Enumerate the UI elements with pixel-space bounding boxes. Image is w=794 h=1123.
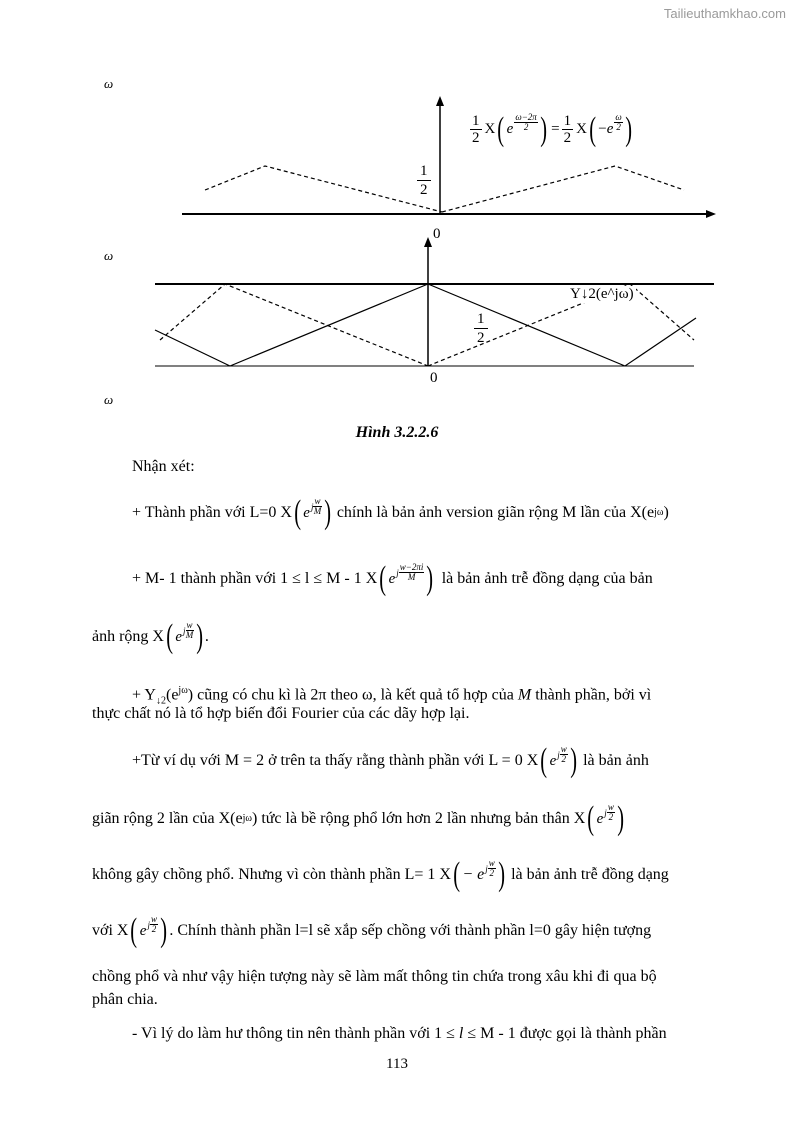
- paragraph-8: với X ( e j w 2 ) . Chính thành phần l=l sẽ xắp sếp chồng với thành phần l=0 gây hiện tượng: [92, 912, 652, 949]
- remark-heading: Nhận xét:: [132, 458, 195, 475]
- top-half-label: 1 2: [417, 162, 431, 199]
- top-formula-X: X: [484, 121, 496, 137]
- paragraph-4-line-1: + $Y_{↓2}(e^{j\omega})$ cũng có chu kì là 2π theo ω, là kết quả tổ hợp của M thành phần, bởi vì: [132, 685, 652, 707]
- y-downsampled-label: Y↓2(e^jω): [570, 286, 634, 302]
- omega-label-bottom: ω: [104, 392, 114, 407]
- omega-label-mid: ω: [104, 248, 114, 263]
- figure-caption: Hình 3.2.2.6: [355, 424, 439, 441]
- solid-triangle-right: [428, 284, 696, 366]
- top-formula-rhs-den: 2: [563, 130, 572, 146]
- top-y-arrow: [436, 96, 444, 106]
- dashed-triangle-right: [428, 284, 694, 366]
- figure-spectrum-diagram: [0, 0, 794, 420]
- top-formula-rhs-exp-num: ω: [615, 112, 622, 122]
- top-formula-exp-den: 2: [523, 122, 529, 132]
- origin-label-top: 0: [433, 226, 441, 242]
- mid-y-arrow: [424, 237, 432, 247]
- top-formula-lhs-den: 2: [472, 130, 480, 146]
- paragraph-6: giãn rộng 2 lần của X(e jω ) tức là bề rộng phổ lớn hơn 2 lần nhưng bản thân X ( e j w 2 ): [92, 800, 624, 837]
- top-formula-lhs-coef: 1: [472, 113, 480, 129]
- paragraph-5: +Từ ví dụ với M = 2 ở trên ta thấy rằng thành phần với L = 0 X ( e j w 2 ) là bản ảnh: [132, 742, 649, 779]
- top-formula-rhs-coef: 1: [563, 113, 572, 129]
- paragraph-4-line-2: thực chất nó là tổ hợp biến đổi Fourier của các dãy hợp lại.: [92, 705, 470, 722]
- paragraph-9-line-1: chồng phổ và như vậy hiện tượng này sẽ làm mất thông tin chứa trong xâu khi đi qua bộ: [92, 968, 657, 985]
- omega-label-top: ω: [104, 76, 114, 91]
- watermark: Tailieuthamkhao.com: [663, 6, 786, 21]
- origin-label-bottom: 0: [430, 370, 438, 386]
- paragraph-7: không gây chồng phổ. Nhưng vì còn thành phần L= 1 X ( − e j w 2 ) là bản ảnh trễ đồng dạng: [92, 856, 669, 893]
- top-x-arrow: [706, 210, 716, 218]
- top-formula: 1 2 X ( e $\frac{\omega-2\pi}{2}$ ) = $\frac{1}{2}$ X ( − e $\frac{\omega}{2}$ ): [472, 110, 632, 148]
- paragraph-10: - Vì lý do làm hư thông tin nên thành phần với 1 ≤ l ≤ M - 1 được gọi là thành phần: [132, 1025, 667, 1042]
- paragraph-3: ảnh rộng X ( e j w M ) .: [92, 618, 209, 655]
- top-dashed-triangle-right: [442, 166, 684, 212]
- solid-triangle-left: [155, 284, 428, 366]
- paragraph-2: + M- 1 thành phần với 1 ≤ l ≤ M - 1 X ( e j w−2πi M ) là bản ảnh trễ đồng dạng của bản: [132, 560, 653, 597]
- top-formula-exp-num: ω−2π: [515, 112, 537, 122]
- page-number: 113: [386, 1056, 408, 1072]
- top-formula-rhs-exp-den: 2: [616, 122, 621, 132]
- paragraph-9-line-2: phân chia.: [92, 991, 158, 1008]
- mid-half-label: 1 2: [474, 310, 488, 347]
- paragraph-1: + Thành phần với L=0 X ( e j w M ) chính là bản ảnh version giãn rộng M lần của X(e jω ): [132, 494, 669, 531]
- dashed-triangle-left: [160, 284, 428, 366]
- top-dashed-triangle-left: [205, 166, 442, 212]
